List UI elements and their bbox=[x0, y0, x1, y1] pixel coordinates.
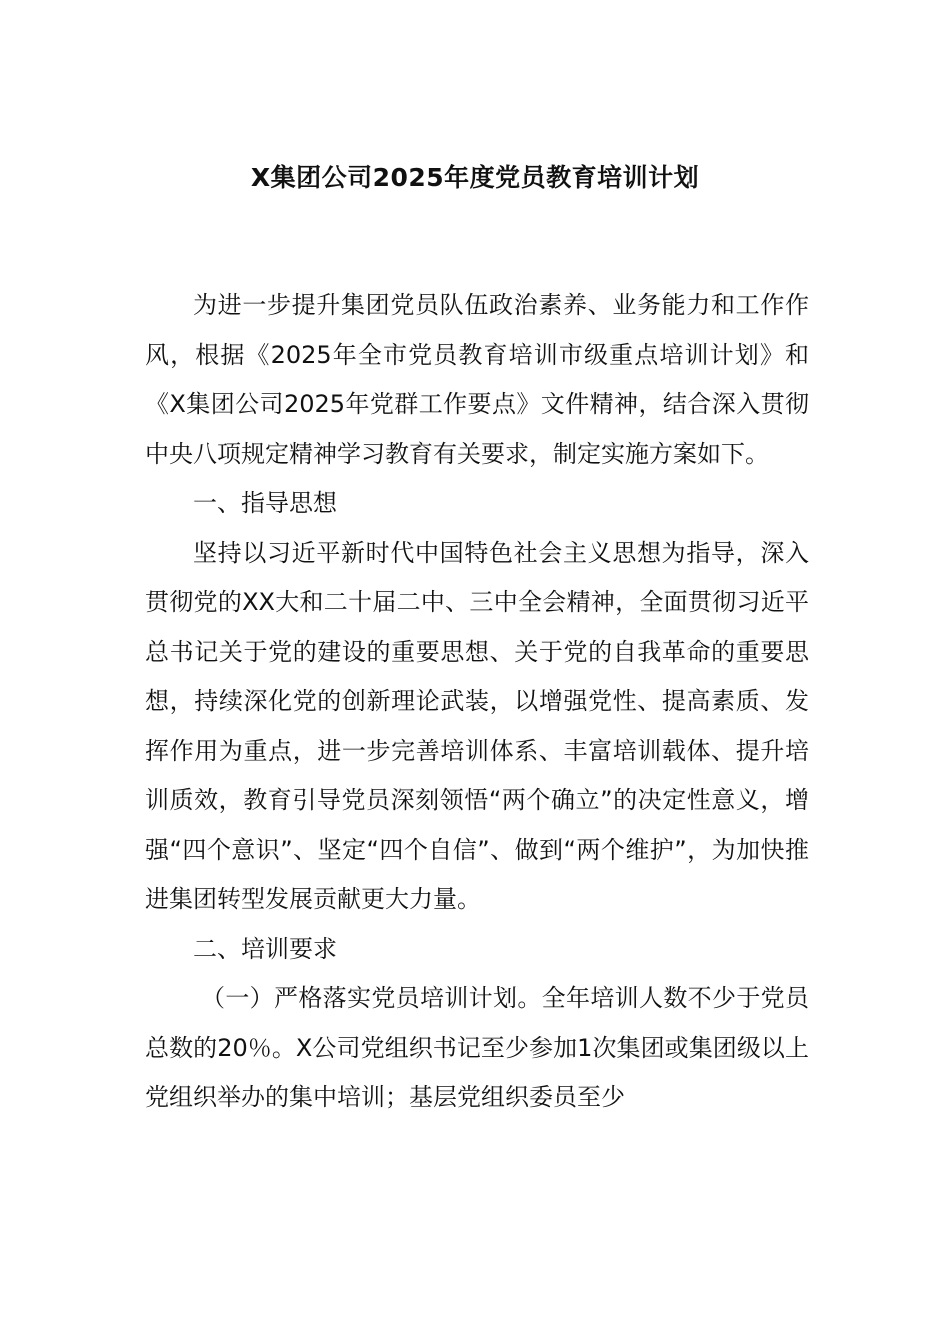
document-title: X集团公司2025年度党员教育培训计划 bbox=[250, 163, 700, 192]
requirement-paragraph-1: （一）严格落实党员培训计划。全年培训人数不少于党员总数的20％。X公司党组织书记至少参加1次集团或集团级以上党组织举办的集中培训；基层党组织委员至少 bbox=[145, 984, 809, 1111]
section-heading-training-requirements: 二、培训要求 bbox=[193, 934, 337, 963]
section-heading-guiding-ideology: 一、指导思想 bbox=[193, 489, 337, 517]
guiding-ideology-paragraph: 坚持以习近平新时代中国特色社会主义思想为指导，深入贯彻党的XX大和二十届二中、三中全会精神，全面贯彻习近平总书记关于党的建设的重要思想、关于党的自我革命的重要思想，持续深化党的创新理论武装，以增强党性、提高素质、发挥作用为重点，进一步完善培训体系、丰富培训载体、提升培训质效，教育引导党员深刻领悟“两个确立”的决定性意义，增强“四个意识”、坚定“四个自信”、做到“两个维护”，为加快推进集团转型发展贡献更大力量。 bbox=[145, 538, 809, 913]
intro-paragraph: 为进一步提升集团党员队伍政治素养、业务能力和工作作风，根据《2025年全市党员教育培训市级重点培训计划》和《X集团公司2025年党群工作要点》文件精神，结合深入贯彻中央八项规定精神学习教育有关要求，制定实施方案如下。 bbox=[145, 291, 809, 468]
document-body bbox=[145, 281, 809, 1123]
